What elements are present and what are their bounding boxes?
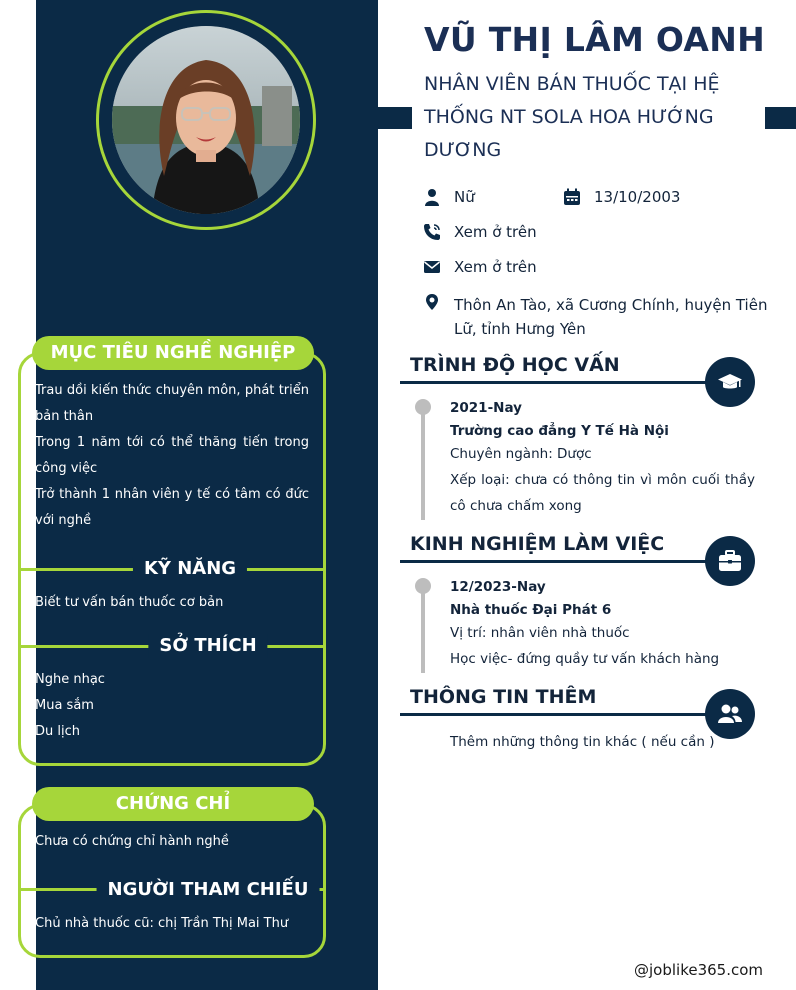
education-heading-line — [400, 381, 710, 384]
objective-line: Trong 1 năm tới có thể thăng tiến trong công việc — [35, 435, 309, 476]
users-icon — [717, 701, 743, 727]
hobby-item: Du lịch — [35, 724, 80, 739]
experience-heading-line — [400, 560, 710, 563]
education-heading: TRÌNH ĐỘ HỌC VẤN — [410, 354, 620, 376]
address-value: Thôn An Tào, xã Cương Chính, huyện Tiên Lữ, tỉnh Hưng Yên — [454, 296, 768, 338]
objective-line: Trau dồi kiến thức chuyên môn, phát triển bản thân — [35, 383, 309, 424]
avatar-ring — [96, 10, 316, 230]
experience-timeline — [421, 585, 425, 673]
envelope-icon — [423, 258, 441, 276]
skills-heading: KỸ NĂNG — [133, 557, 247, 581]
calendar-icon — [563, 188, 581, 206]
experience-entry — [450, 574, 755, 672]
reference-item: Chủ nhà thuốc cũ: chị Trần Thị Mai Thư — [35, 916, 289, 931]
phone-value: Xem ở trên — [454, 223, 537, 241]
education-time: 2021-Nay — [450, 400, 522, 416]
phone-icon — [423, 223, 441, 241]
education-entry — [450, 395, 755, 519]
experience-heading: KINH NGHIỆM LÀM VIỆC — [410, 533, 665, 555]
experience-position: Vị trí: nhân viên nhà thuốc — [450, 625, 630, 641]
references-list — [35, 911, 309, 937]
extra-text: Thêm những thông tin khác ( nếu cần ) — [450, 734, 715, 750]
title-decoration-right — [765, 107, 796, 129]
hobby-item: Nghe nhạc — [35, 672, 105, 687]
briefcase-icon — [717, 548, 743, 574]
hobbies-heading: SỞ THÍCH — [148, 634, 267, 658]
experience-description: Học việc- đứng quầy tư vấn khách hàng — [450, 651, 720, 667]
graduation-cap-icon — [717, 369, 743, 395]
education-timeline — [421, 406, 425, 520]
title-decoration-left — [378, 107, 412, 129]
hobby-item: Mua sắm — [35, 698, 94, 713]
education-rank: Xếp loại: chưa có thông tin vì môn cuối thầy cô chưa chấm xong — [450, 472, 755, 514]
avatar-photo — [112, 26, 300, 214]
candidate-name: VŨ THỊ LÂM OANH — [424, 20, 766, 59]
certificates-heading: CHỨNG CHỈ — [32, 787, 314, 821]
watermark: @joblike365.com — [634, 961, 764, 979]
education-major: Chuyên ngành: Dược — [450, 446, 592, 462]
certificates-list — [35, 829, 309, 855]
job-title: NHÂN VIÊN BÁN THUỐC TẠI HỆ THỐNG NT SOLA HOA HƯỚNG DƯƠNG — [424, 73, 720, 161]
references-heading: NGƯỜI THAM CHIẾU — [97, 878, 320, 902]
experience-timeline-dot — [415, 578, 431, 594]
experience-time: 12/2023-Nay — [450, 579, 546, 595]
user-icon — [423, 188, 441, 206]
avatar — [112, 26, 300, 214]
birthday-value: 13/10/2003 — [594, 188, 681, 206]
objective-list — [35, 378, 309, 534]
certificate-item: Chưa có chứng chỉ hành nghề — [35, 834, 229, 849]
hobbies-list — [35, 667, 309, 745]
extra-heading-line — [400, 713, 710, 716]
location-pin-icon — [423, 293, 441, 311]
education-school: Trường cao đẳng Y Tế Hà Nội — [450, 423, 669, 439]
email-value: Xem ở trên — [454, 258, 537, 276]
experience-company: Nhà thuốc Đại Phát 6 — [450, 602, 612, 618]
education-timeline-dot — [415, 399, 431, 415]
gender-value: Nữ — [454, 188, 475, 206]
skill-item: Biết tư vấn bán thuốc cơ bản — [35, 595, 224, 610]
extra-heading: THÔNG TIN THÊM — [410, 686, 597, 708]
objective-heading: MỤC TIÊU NGHỀ NGHIỆP — [32, 336, 314, 370]
objective-line: Trở thành 1 nhân viên y tế có tâm có đức với nghề — [35, 487, 309, 528]
skills-list — [35, 590, 309, 616]
